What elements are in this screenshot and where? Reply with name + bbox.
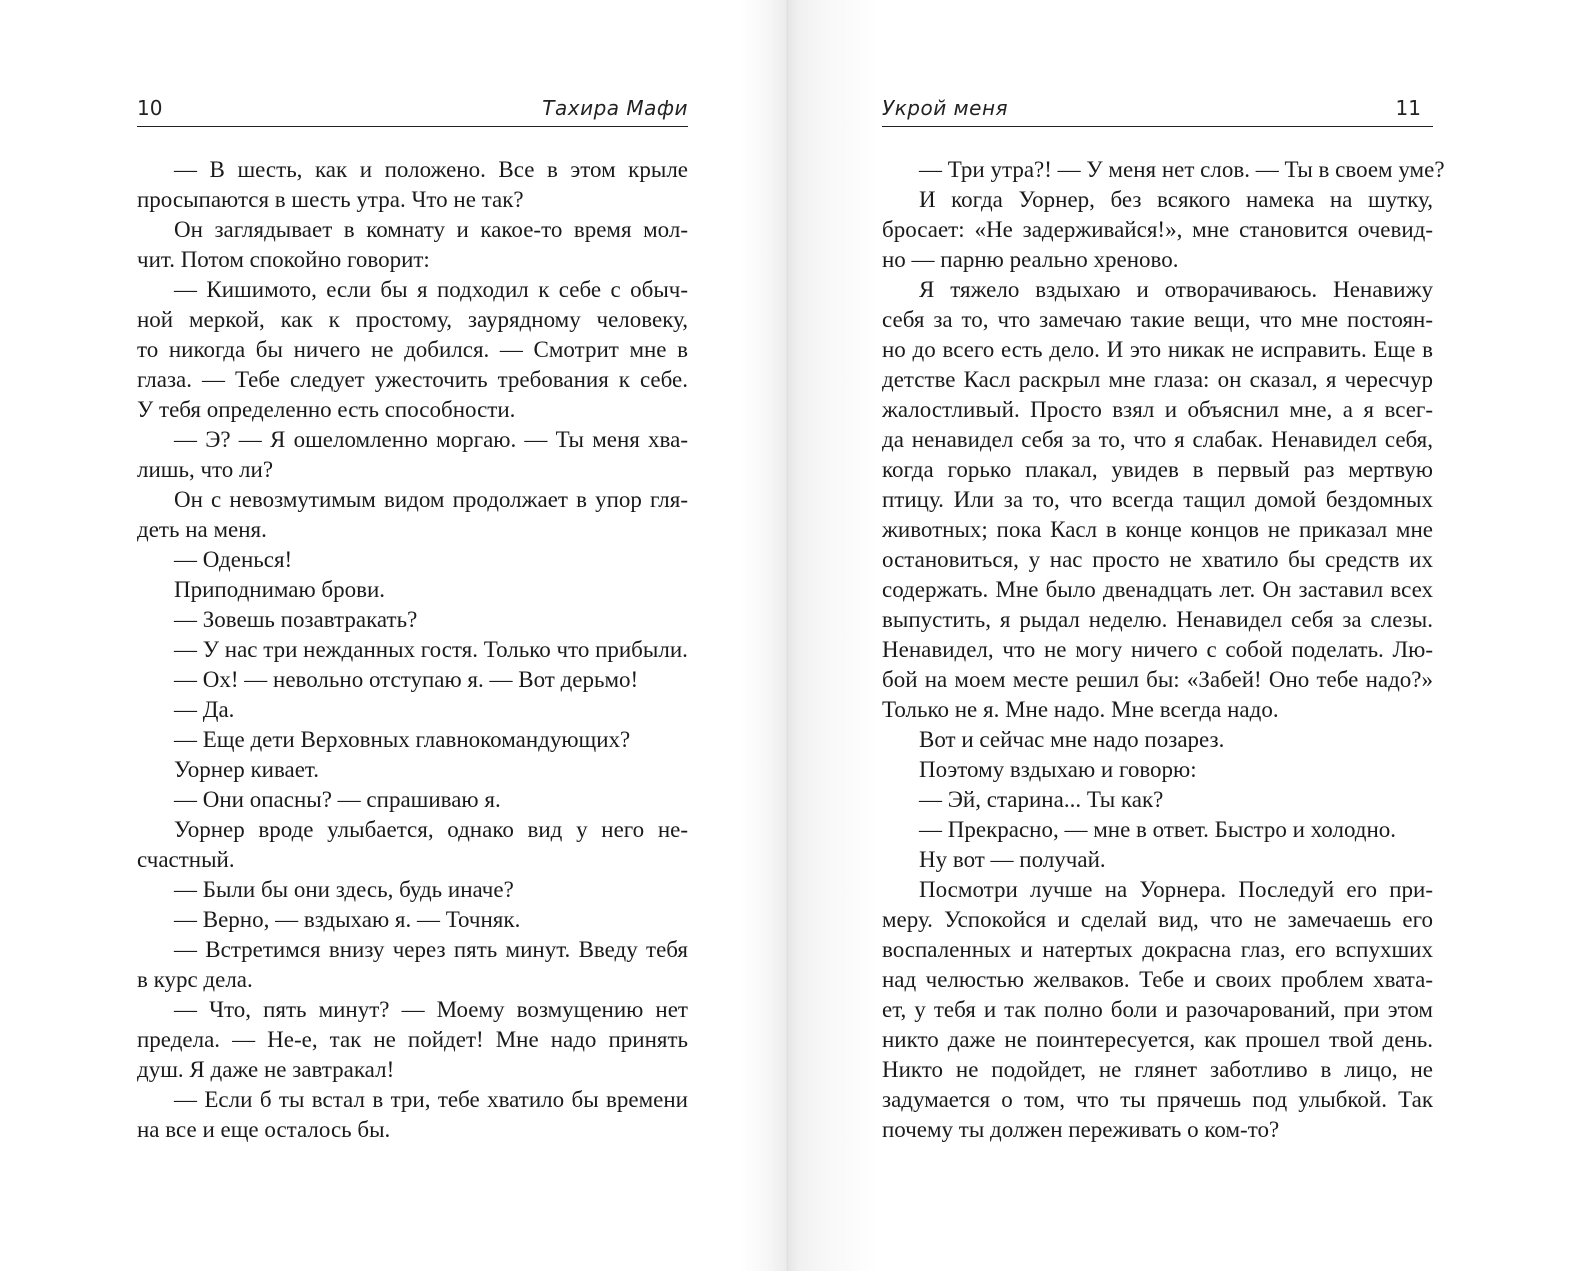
text-line: то никогда бы ничего не добился. — Смотрит мне в bbox=[137, 337, 688, 362]
text-line: над челюстью желваков. Тебе и своих проблем хвата- bbox=[882, 967, 1433, 992]
paragraph bbox=[137, 155, 688, 215]
text-line: бросает: «Не задерживайся!», мне становится очевид- bbox=[882, 217, 1433, 242]
text-line: Ну вот — получай. bbox=[919, 847, 1106, 872]
paragraph bbox=[137, 815, 688, 875]
text-line: — Они опасны? — спрашиваю я. bbox=[174, 787, 501, 812]
text-line: И когда Уорнер, без всякого намека на шутку, bbox=[919, 187, 1433, 212]
text-line: меру. Успокойся и сделай вид, что не замечаешь его bbox=[882, 907, 1433, 932]
right-page bbox=[788, 0, 1577, 1271]
text-line: — Верно, — вздыхаю я. — Точняк. bbox=[174, 907, 521, 932]
text-line: лишь, что ли? bbox=[137, 457, 274, 482]
text-line: — Были бы они здесь, будь иначе? bbox=[174, 877, 514, 902]
paragraph bbox=[137, 485, 688, 545]
paragraph bbox=[882, 275, 1433, 725]
paragraph bbox=[137, 755, 688, 785]
text-line: но до всего есть дело. И это никак не исправить. Еще в bbox=[882, 337, 1433, 362]
text-line: никто даже не поинтересуется, как прошел твой день. bbox=[882, 1027, 1433, 1052]
text-line: когда горько плакал, увидев в первый раз мертвую bbox=[882, 457, 1433, 482]
text-line: да ненавидел себя за то, что я слабак. Ненавидел себя, bbox=[882, 427, 1433, 452]
text-line: но — парню реально хреново. bbox=[882, 247, 1179, 272]
text-line: душ. Я даже не завтракал! bbox=[137, 1057, 395, 1082]
text-line: — Встретимся внизу через пять минут. Введу тебя bbox=[174, 937, 688, 962]
paragraph bbox=[882, 155, 1445, 185]
text-line: — Эй, старина... Ты как? bbox=[919, 787, 1164, 812]
left-page bbox=[0, 0, 788, 1271]
text-line: Поэтому вздыхаю и говорю: bbox=[919, 757, 1197, 782]
text-line: Посмотри лучше на Уорнера. Последуй его при- bbox=[919, 877, 1433, 902]
text-line: остановиться, у нас просто не хватило бы средств их bbox=[882, 547, 1433, 572]
text-line: Ненавидел, что не могу ничего с собой поделать. Лю- bbox=[882, 637, 1433, 662]
text-line: на все и еще осталось бы. bbox=[137, 1117, 391, 1142]
paragraph bbox=[137, 545, 688, 575]
text-line: Вот и сейчас мне надо позарез. bbox=[919, 727, 1225, 752]
text-line: Он заглядывает в комнату и какое-то время мол- bbox=[174, 217, 688, 242]
text-line: — Зовешь позавтракать? bbox=[174, 607, 418, 632]
paragraph bbox=[137, 995, 688, 1085]
text-line: — У нас три нежданных гостя. Только что прибыли. bbox=[174, 637, 688, 662]
paragraph bbox=[882, 845, 1433, 875]
text-line: содержать. Мне было двенадцать лет. Он заставил всех bbox=[882, 577, 1433, 602]
text-line: Он с невозмутимым видом продолжает в упор гля- bbox=[174, 487, 688, 512]
paragraph bbox=[137, 1085, 688, 1145]
text-line: Только не я. Мне надо. Мне всегда надо. bbox=[882, 697, 1279, 722]
text-line: — Три утра?! — У меня нет слов. — Ты в своем уме? bbox=[919, 157, 1445, 182]
paragraph bbox=[137, 605, 688, 635]
paragraph bbox=[137, 635, 688, 665]
paragraph bbox=[137, 665, 688, 695]
paragraph bbox=[137, 575, 688, 605]
paragraph bbox=[137, 905, 688, 935]
text-line: глаза. — Тебе следует ужесточить требования к себе. bbox=[137, 367, 688, 392]
text-line: деть на меня. bbox=[137, 517, 267, 542]
paragraph bbox=[137, 725, 688, 755]
text-line: предела. — Не-е, так не пойдет! Мне надо принять bbox=[137, 1027, 688, 1052]
body-text bbox=[882, 155, 1445, 1145]
text-line: ной меркой, как к простому, заурядному человеку, bbox=[137, 307, 688, 332]
text-line: Уорнер кивает. bbox=[174, 757, 319, 782]
paragraph bbox=[882, 185, 1433, 275]
text-line: — Ох! — невольно отступаю я. — Вот дерьмо! bbox=[174, 667, 639, 692]
text-line: Я тяжело вздыхаю и отворачиваюсь. Ненавижу bbox=[919, 277, 1433, 302]
paragraph bbox=[882, 755, 1433, 785]
text-line: Уорнер вроде улыбается, однако вид у него не- bbox=[174, 817, 688, 842]
text-line: бой на моем месте решил бы: «Забей! Оно тебе надо?» bbox=[882, 667, 1433, 692]
paragraph bbox=[137, 275, 688, 425]
text-line: — Оденься! bbox=[174, 547, 293, 572]
text-line: чит. Потом спокойно говорит: bbox=[137, 247, 430, 272]
running-head-author: Тахира Мафи bbox=[542, 96, 688, 120]
text-line: Приподнимаю брови. bbox=[174, 577, 386, 602]
text-line: — В шесть, как и положено. Все в этом крыле bbox=[174, 157, 688, 182]
text-line: в курс дела. bbox=[137, 967, 253, 992]
paragraph bbox=[137, 935, 688, 995]
text-line: ет, у тебя и так полно боли и разочарований, при этом bbox=[882, 997, 1433, 1022]
paragraph bbox=[882, 725, 1433, 755]
text-line: — Что, пять минут? — Моему возмущению нет bbox=[174, 997, 688, 1022]
paragraph bbox=[882, 785, 1433, 815]
text-line: себя за то, что замечаю такие вещи, что мне постоян- bbox=[882, 307, 1433, 332]
paragraph bbox=[137, 875, 688, 905]
text-line: задумается о том, что ты прячешь под улыбкой. Так bbox=[882, 1087, 1433, 1112]
text-line: Никто не подойдет, не глянет заботливо в лицо, не bbox=[882, 1057, 1433, 1082]
paragraph bbox=[137, 215, 688, 275]
page-number: 10 bbox=[137, 96, 163, 120]
text-line: У тебя определенно есть способности. bbox=[137, 397, 516, 422]
text-line: — Да. bbox=[174, 697, 235, 722]
text-line: просыпаются в шесть утра. Что не так? bbox=[137, 187, 524, 212]
running-header bbox=[882, 94, 1433, 127]
paragraph bbox=[882, 815, 1433, 845]
text-line: — Прекрасно, — мне в ответ. Быстро и холодно. bbox=[919, 817, 1397, 842]
paragraph bbox=[137, 695, 688, 725]
text-line: животных; пока Касл в конце концов не приказал мне bbox=[882, 517, 1433, 542]
text-line: — Э? — Я ошеломленно моргаю. — Ты меня хва- bbox=[174, 427, 688, 452]
text-line: почему ты должен переживать о ком-то? bbox=[882, 1117, 1280, 1142]
text-line: счастный. bbox=[137, 847, 235, 872]
text-line: — Еще дети Верховных главнокомандующих? bbox=[174, 727, 631, 752]
text-line: выпустить, я рыдал неделю. Ненавидел себя за слезы. bbox=[882, 607, 1433, 632]
running-head-title: Укрой меня bbox=[882, 96, 1009, 120]
paragraph bbox=[882, 875, 1433, 1145]
text-line: жалостливый. Просто взял и объяснил мне, а я всег- bbox=[882, 397, 1433, 422]
text-line: воспаленных и натертых докрасна глаз, его вспухших bbox=[882, 937, 1433, 962]
paragraph bbox=[137, 785, 688, 815]
paragraph bbox=[137, 425, 688, 485]
body-text bbox=[137, 155, 688, 1145]
text-line: — Если б ты встал в три, тебе хватило бы времени bbox=[174, 1087, 688, 1112]
running-header bbox=[137, 94, 688, 127]
page-number: 11 bbox=[1395, 96, 1421, 120]
text-line: детстве Касл раскрыл мне глаза: он сказал, я чересчур bbox=[882, 367, 1433, 392]
text-line: птицу. Или за то, что всегда тащил домой бездомных bbox=[882, 487, 1433, 512]
text-line: — Кишимото, если бы я подходил к себе с обыч- bbox=[174, 277, 688, 302]
